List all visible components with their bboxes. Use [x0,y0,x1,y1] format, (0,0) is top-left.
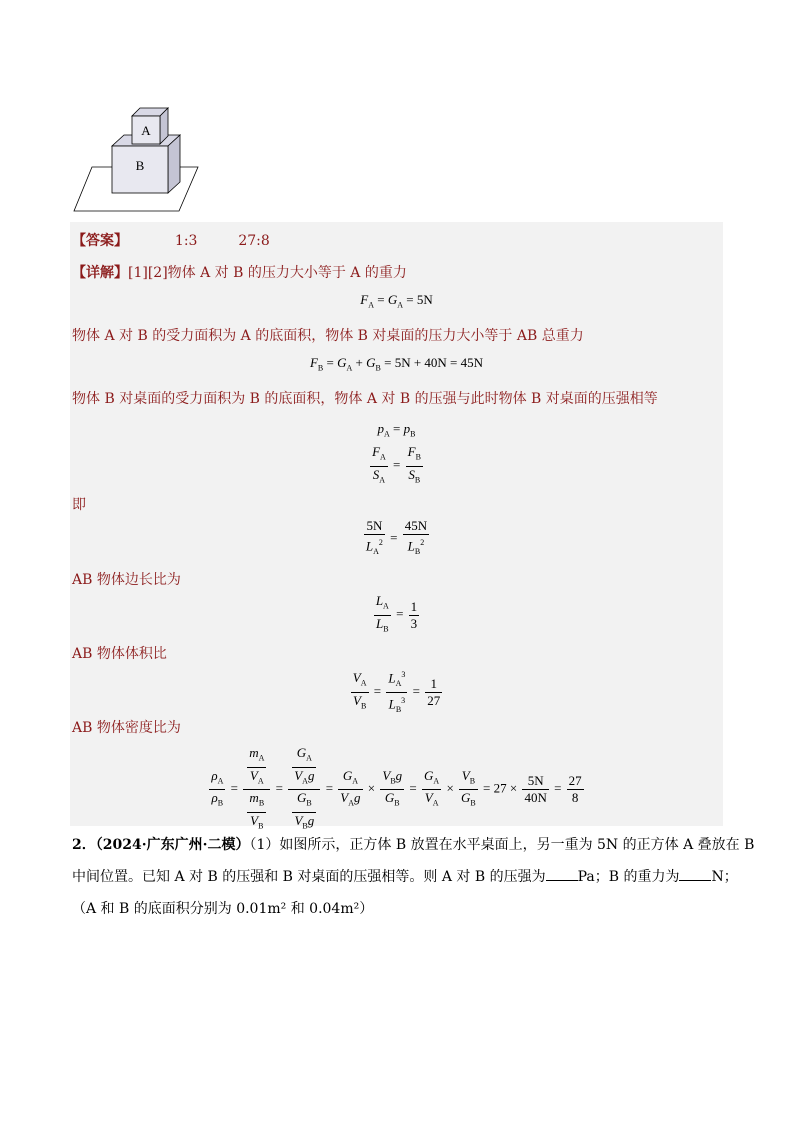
equation-7: $\frac{V_A}{V_B}$ = $\frac{L_A^3}{L_B^3}$ = $\frac{1}{27}$ [70,667,723,718]
cube-a-label: A [141,123,151,138]
detail-line-5: AB 物体边长比为 [72,572,181,588]
answer-blank-2[interactable] [679,868,711,881]
equation-3: $p_A = p_B$ [377,421,416,439]
detail-line-7: AB 物体密度比为 [72,720,181,736]
cube-b-label: B [135,158,145,173]
answer-tag: 【答案】 [72,233,128,249]
detail-line-4: 即 [72,497,86,513]
detail-line-6: AB 物体体积比 [72,646,167,662]
equation-1: $F_A = G_A = 5N$ [360,292,433,310]
equation-2: $F_B = G_A + G_B = 5N + 40N = 45N$ [309,355,484,373]
answer-blank-1[interactable] [546,868,578,881]
question-2-line-1: 2．（2024·广东广州·二模）（1）如图所示，正方体 B 放置在水平桌面上，另一重为 5N 的正方体 A 叠放在 B [72,837,755,853]
answer-value-2: 27:8 [238,233,270,249]
answer-line [72,230,270,250]
detail-line-3: 物体 B 对桌面的受力面积为 B 的底面积，物体 A 对 B 的压强与此时物体 B 对桌面的压强相等 [72,391,658,407]
equation-8: $\frac{\rho_A}{\rho_B}$ = $\frac{\frac{m_A}{V_A}}{\frac{m_B}{V_B}}$ = $\frac{\frac{G_A}{V_Ag}}{\frac{G_B}{V_Bg}}$ = $\frac{G_A}{V_Ag}$ × $\frac{V_Bg}{G_B}$ = $\frac{G_A}{V_A}$ × $\frac{V_B}{G_B}$ = 27 × $\frac{5N}{40N}$ = $\frac{27}{8}$ [211,745,582,831]
detail-line-2: 物体 A 对 B 的受力面积为 A 的底面积，物体 B 对桌面的压力大小等于 AB 总重力 [72,328,584,344]
detail-line-1: 【详解】[1][2]物体 A 对 B 的压力大小等于 A 的重力 [72,265,407,281]
answer-value-1: 1:3 [174,233,198,249]
equation-4: $\frac{F_A}{S_A}$ = $\frac{F_B}{S_B}$ [372,444,421,485]
equation-5: $\frac{5N}{L_A^2}$ = $\frac{45N}{L_B^2}$ [365,518,428,556]
detail-tag: 【详解】 [72,265,128,281]
question-2-line-3: （A 和 B 的底面积分别为 0.01m² 和 0.04m²） [72,901,374,917]
question-2-line-2: 中间位置。已知 A 对 B 的压强和 B 对桌面的压强相等。则 A 对 B 的压强为 Pa；B 的重力为 N； [72,869,738,885]
question-number: 2． [72,837,96,853]
stacked-cubes-figure [72,100,204,212]
equation-6: $\frac{L_A}{L_B}$ = $\frac{1}{3}$ [375,593,418,634]
question-source: （2024·广东广州·二模） [95,837,250,853]
